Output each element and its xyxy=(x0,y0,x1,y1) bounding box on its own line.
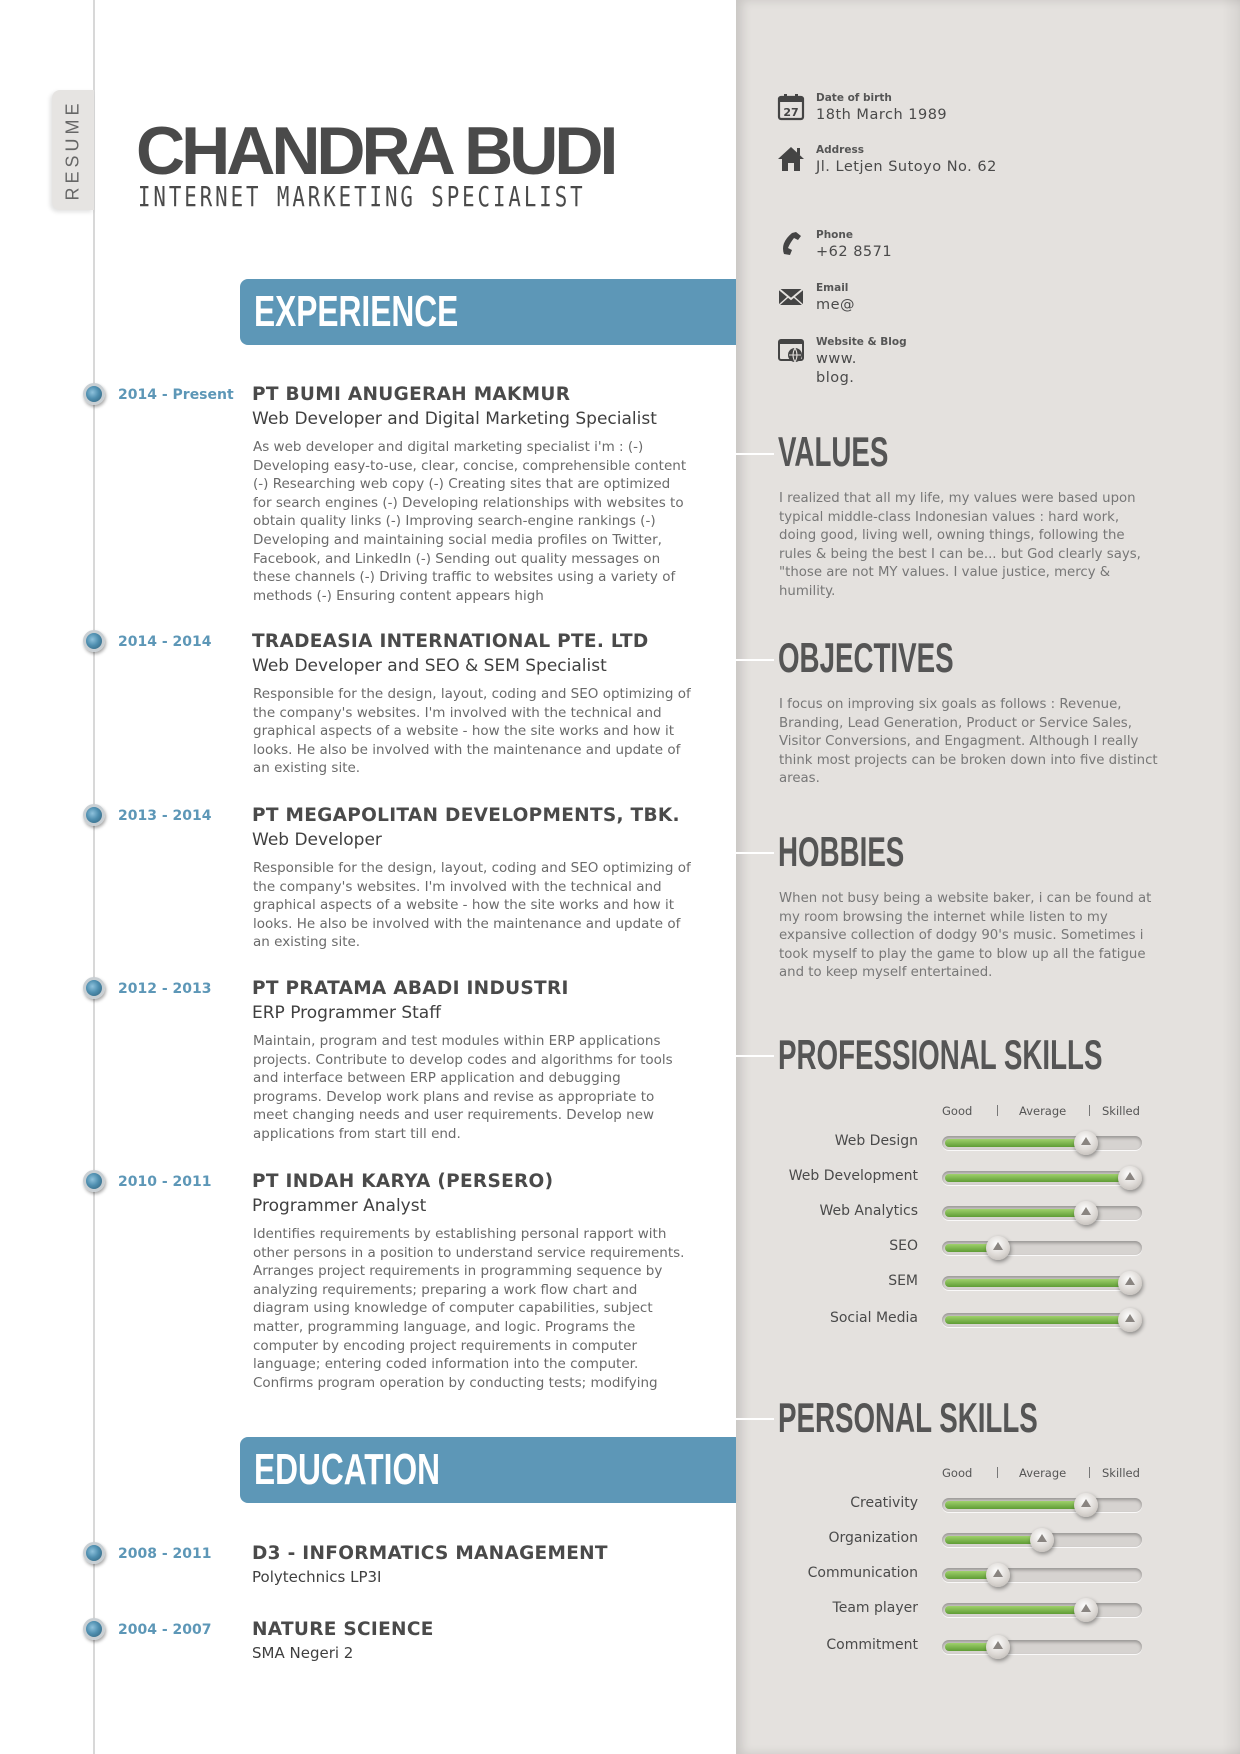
resume-tab-label: RESUME xyxy=(62,99,83,201)
section-connector xyxy=(736,1055,774,1057)
experience-heading: EXPERIENCE xyxy=(254,287,459,336)
skill-slider-fill xyxy=(945,1536,1042,1544)
skill-slider-fill xyxy=(945,1279,1130,1287)
section-connector xyxy=(736,659,774,661)
skill-slider-knob[interactable] xyxy=(986,1236,1010,1260)
scale-skilled: Skilled xyxy=(1102,1466,1140,1480)
experience-role: Web Developer and SEO & SEM Specialist xyxy=(252,656,607,676)
candidate-name: CHANDRA BUDI xyxy=(136,113,615,189)
experience-description: Maintain, program and test modules within ERP applications projects. Contribute to develop codes and algorithms for tools and interface between ERP application and debugging programs. Develop work plans and revise as appropriate to meet changing needs and user requirements. Develop new applications from start till end. xyxy=(253,1033,673,1142)
skill-name: Organization xyxy=(828,1530,918,1546)
education-banner xyxy=(240,1437,738,1503)
skill-name: Web Development xyxy=(788,1168,918,1184)
professional-skills-scale xyxy=(942,1104,1147,1120)
calendar-icon-day: 27 xyxy=(783,106,799,119)
education-degree: NATURE SCIENCE xyxy=(252,1619,434,1640)
skill-slider-track[interactable] xyxy=(942,1498,1142,1512)
skill-slider-knob[interactable] xyxy=(1074,1493,1098,1517)
objectives-text: I focus on improving six goals as follows : Revenue, Branding, Lead Generation, Product or Service Sales, Visitor Conversions, and Engagment. Although I really think most projects can be broken down into five distinct areas. xyxy=(779,697,1158,787)
skill-slider-knob[interactable] xyxy=(1118,1166,1142,1190)
skill-name: SEM xyxy=(888,1273,918,1289)
skill-slider-knob[interactable] xyxy=(1074,1131,1098,1155)
experience-company: PT MEGAPOLITAN DEVELOPMENTS, TBK. xyxy=(252,805,680,826)
skill-name: Web Analytics xyxy=(819,1203,918,1219)
experience-role: Programmer Analyst xyxy=(252,1196,427,1216)
skill-slider-knob[interactable] xyxy=(1118,1308,1142,1332)
education-degree: D3 - INFORMATICS MANAGEMENT xyxy=(252,1543,608,1564)
experience-years: 2013 - 2014 xyxy=(118,808,212,824)
values-heading: VALUES xyxy=(778,428,889,475)
section-connector xyxy=(736,453,774,455)
skill-slider-track[interactable] xyxy=(942,1568,1142,1582)
email-label: Email xyxy=(816,282,849,294)
skill-slider-track[interactable] xyxy=(942,1603,1142,1617)
education-heading: EDUCATION xyxy=(254,1445,440,1494)
scale-good: Good xyxy=(942,1466,973,1480)
experience-banner xyxy=(240,279,738,345)
objectives-heading: OBJECTIVES xyxy=(778,634,954,681)
timeline-dot xyxy=(83,383,105,405)
skill-slider-track[interactable] xyxy=(942,1136,1142,1150)
skill-row xyxy=(736,1492,1240,1522)
education-school: SMA Negeri 2 xyxy=(252,1644,354,1662)
hobbies-heading: HOBBIES xyxy=(778,828,905,875)
section-connector xyxy=(736,1418,774,1420)
browser-globe-icon xyxy=(776,336,806,366)
experience-role: Web Developer xyxy=(252,830,382,850)
personal-skills-scale xyxy=(942,1466,1147,1482)
scale-separator xyxy=(1089,1105,1090,1116)
skill-row xyxy=(736,1165,1240,1195)
resume-tab xyxy=(52,90,94,210)
skill-row xyxy=(736,1307,1240,1337)
address-label: Address xyxy=(816,144,864,156)
timeline-dot xyxy=(83,1618,105,1640)
skill-slider-knob[interactable] xyxy=(986,1635,1010,1659)
timeline-dot xyxy=(83,1542,105,1564)
skill-slider-track[interactable] xyxy=(942,1276,1142,1290)
skill-slider-fill xyxy=(945,1501,1086,1509)
skill-slider-fill xyxy=(945,1139,1086,1147)
skill-slider-track[interactable] xyxy=(942,1241,1142,1255)
job-title: INTERNET MARKETING SPECIALIST xyxy=(138,180,586,213)
education-years: 2008 - 2011 xyxy=(118,1546,212,1562)
experience-description: As web developer and digital marketing specialist i'm : (-) Developing easy-to-use, clear, concise, comprehensible content (-) Researching web copy (-) Creating sites that are optimized for search engines (-) Developing relationships with websites to obtain quality links (-) Improving search-engine rankings (-) Developing and maintaining social media profiles on Twitter, Facebook, and LinkedIn (-) Sending out quality messages on these channels (-) Driving traffic to websites using a variety of methods (-) Ensuring content appears high xyxy=(253,439,687,604)
phone-value: +62 8571 xyxy=(816,244,893,260)
education-school: Polytechnics LP3I xyxy=(252,1568,382,1586)
website-value[interactable]: www. xyxy=(816,351,857,367)
skill-slider-fill xyxy=(945,1209,1086,1217)
home-icon xyxy=(776,144,806,174)
timeline-dot xyxy=(83,630,105,652)
skill-slider-fill xyxy=(945,1316,1130,1324)
experience-description: Identifies requirements by establishing personal rapport with other persons in a position to understand service requirements. Arranges project requirements in programming sequence by analyzing requirements; preparing a work flow chart and diagram using knowledge of computer capabilities, subject matter, programming language, and logic. Programs the computer by encoding project requirements in computer language; entering coded information into the computer. Confirms program operation by conducting tests; modifying xyxy=(253,1226,685,1391)
values-text: I realized that all my life, my values were based upon typical middle-class Indonesian values : hard work, doing good, living well, owning things, following the rules & being the best I can be... but God clearly says, "those are not MY values. I value justice, mercy & humility. xyxy=(779,491,1141,599)
envelope-icon xyxy=(776,282,806,312)
skill-slider-track[interactable] xyxy=(942,1313,1142,1327)
skill-slider-track[interactable] xyxy=(942,1640,1142,1654)
timeline-dot xyxy=(83,977,105,999)
hobbies-text: When not busy being a website baker, i can be found at my room browsing the internet while listen to my expansive collection of dodgy 90's music. Sometimes i took myself to play the game to blow up all the fatigue and to keep myself entertained. xyxy=(779,891,1152,981)
skill-slider-fill xyxy=(945,1174,1130,1182)
skill-name: Communication xyxy=(807,1565,918,1581)
skill-name: Social Media xyxy=(829,1310,918,1326)
experience-years: 2012 - 2013 xyxy=(118,981,212,997)
skill-row xyxy=(736,1634,1240,1664)
skill-row xyxy=(736,1597,1240,1627)
timeline-dot xyxy=(83,804,105,826)
experience-years: 2014 - Present xyxy=(118,387,234,403)
skill-slider-track[interactable] xyxy=(942,1533,1142,1547)
scale-average: Average xyxy=(1019,1466,1067,1480)
skill-name: Creativity xyxy=(850,1495,918,1511)
experience-company: PT PRATAMA ABADI INDUSTRI xyxy=(252,978,569,999)
skill-row xyxy=(736,1130,1240,1160)
skill-name: Web Design xyxy=(834,1133,918,1149)
scale-skilled: Skilled xyxy=(1102,1104,1140,1118)
skill-row xyxy=(736,1270,1240,1300)
phone-icon xyxy=(776,229,806,259)
experience-company: PT BUMI ANUGERAH MAKMUR xyxy=(252,384,571,405)
skill-name: Commitment xyxy=(826,1637,918,1653)
skill-row xyxy=(736,1527,1240,1557)
email-value[interactable]: me@ xyxy=(816,297,856,313)
skill-slider-knob[interactable] xyxy=(1030,1528,1054,1552)
skill-slider-knob[interactable] xyxy=(1074,1201,1098,1225)
scale-average: Average xyxy=(1019,1104,1067,1118)
scale-separator xyxy=(997,1105,998,1116)
calendar-icon xyxy=(776,92,806,122)
experience-role: ERP Programmer Staff xyxy=(252,1003,441,1023)
sidebar-column xyxy=(736,0,1240,1754)
skill-slider-knob[interactable] xyxy=(986,1563,1010,1587)
skill-name: SEO xyxy=(889,1238,918,1254)
skill-row xyxy=(736,1200,1240,1230)
skill-slider-knob[interactable] xyxy=(1074,1598,1098,1622)
skill-row xyxy=(736,1235,1240,1265)
experience-company: TRADEASIA INTERNATIONAL PTE. LTD xyxy=(252,631,649,652)
skill-slider-track[interactable] xyxy=(942,1206,1142,1220)
section-connector xyxy=(736,852,774,854)
experience-description: Responsible for the design, layout, coding and SEO optimizing of the company's websites. I'm involved with the technical and graphical aspects of a website - how the site works and how it looks. He also be involved with the maintenance and update of an existing site. xyxy=(253,686,691,777)
skill-slider-fill xyxy=(945,1606,1086,1614)
skill-row xyxy=(736,1562,1240,1592)
timeline-dot xyxy=(83,1170,105,1192)
timeline-line xyxy=(93,0,95,1754)
address-value: Jl. Letjen Sutoyo No. 62 xyxy=(816,159,997,175)
dob-label: Date of birth xyxy=(816,92,892,104)
experience-role: Web Developer and Digital Marketing Specialist xyxy=(252,409,657,429)
scale-separator xyxy=(997,1467,998,1478)
scale-separator xyxy=(1089,1467,1090,1478)
phone-label: Phone xyxy=(816,229,853,241)
skill-slider-track[interactable] xyxy=(942,1171,1142,1185)
education-years: 2004 - 2007 xyxy=(118,1622,212,1638)
dob-value: 18th March 1989 xyxy=(816,107,948,123)
skill-slider-knob[interactable] xyxy=(1118,1271,1142,1295)
skill-name: Team player xyxy=(832,1600,918,1616)
experience-years: 2014 - 2014 xyxy=(118,634,212,650)
website-label: Website & Blog xyxy=(816,336,907,348)
experience-description: Responsible for the design, layout, coding and SEO optimizing of the company's websites. I'm involved with the technical and graphical aspects of a website - how the site works and how it looks. He also be involved with the maintenance and update of an existing site. xyxy=(253,860,691,951)
blog-value[interactable]: blog. xyxy=(816,370,855,386)
experience-years: 2010 - 2011 xyxy=(118,1174,212,1190)
scale-good: Good xyxy=(942,1104,973,1118)
experience-company: PT INDAH KARYA (PERSERO) xyxy=(252,1171,554,1192)
professional-skills-heading: PROFESSIONAL SKILLS xyxy=(778,1031,1103,1078)
personal-skills-heading: PERSONAL SKILLS xyxy=(778,1394,1038,1441)
